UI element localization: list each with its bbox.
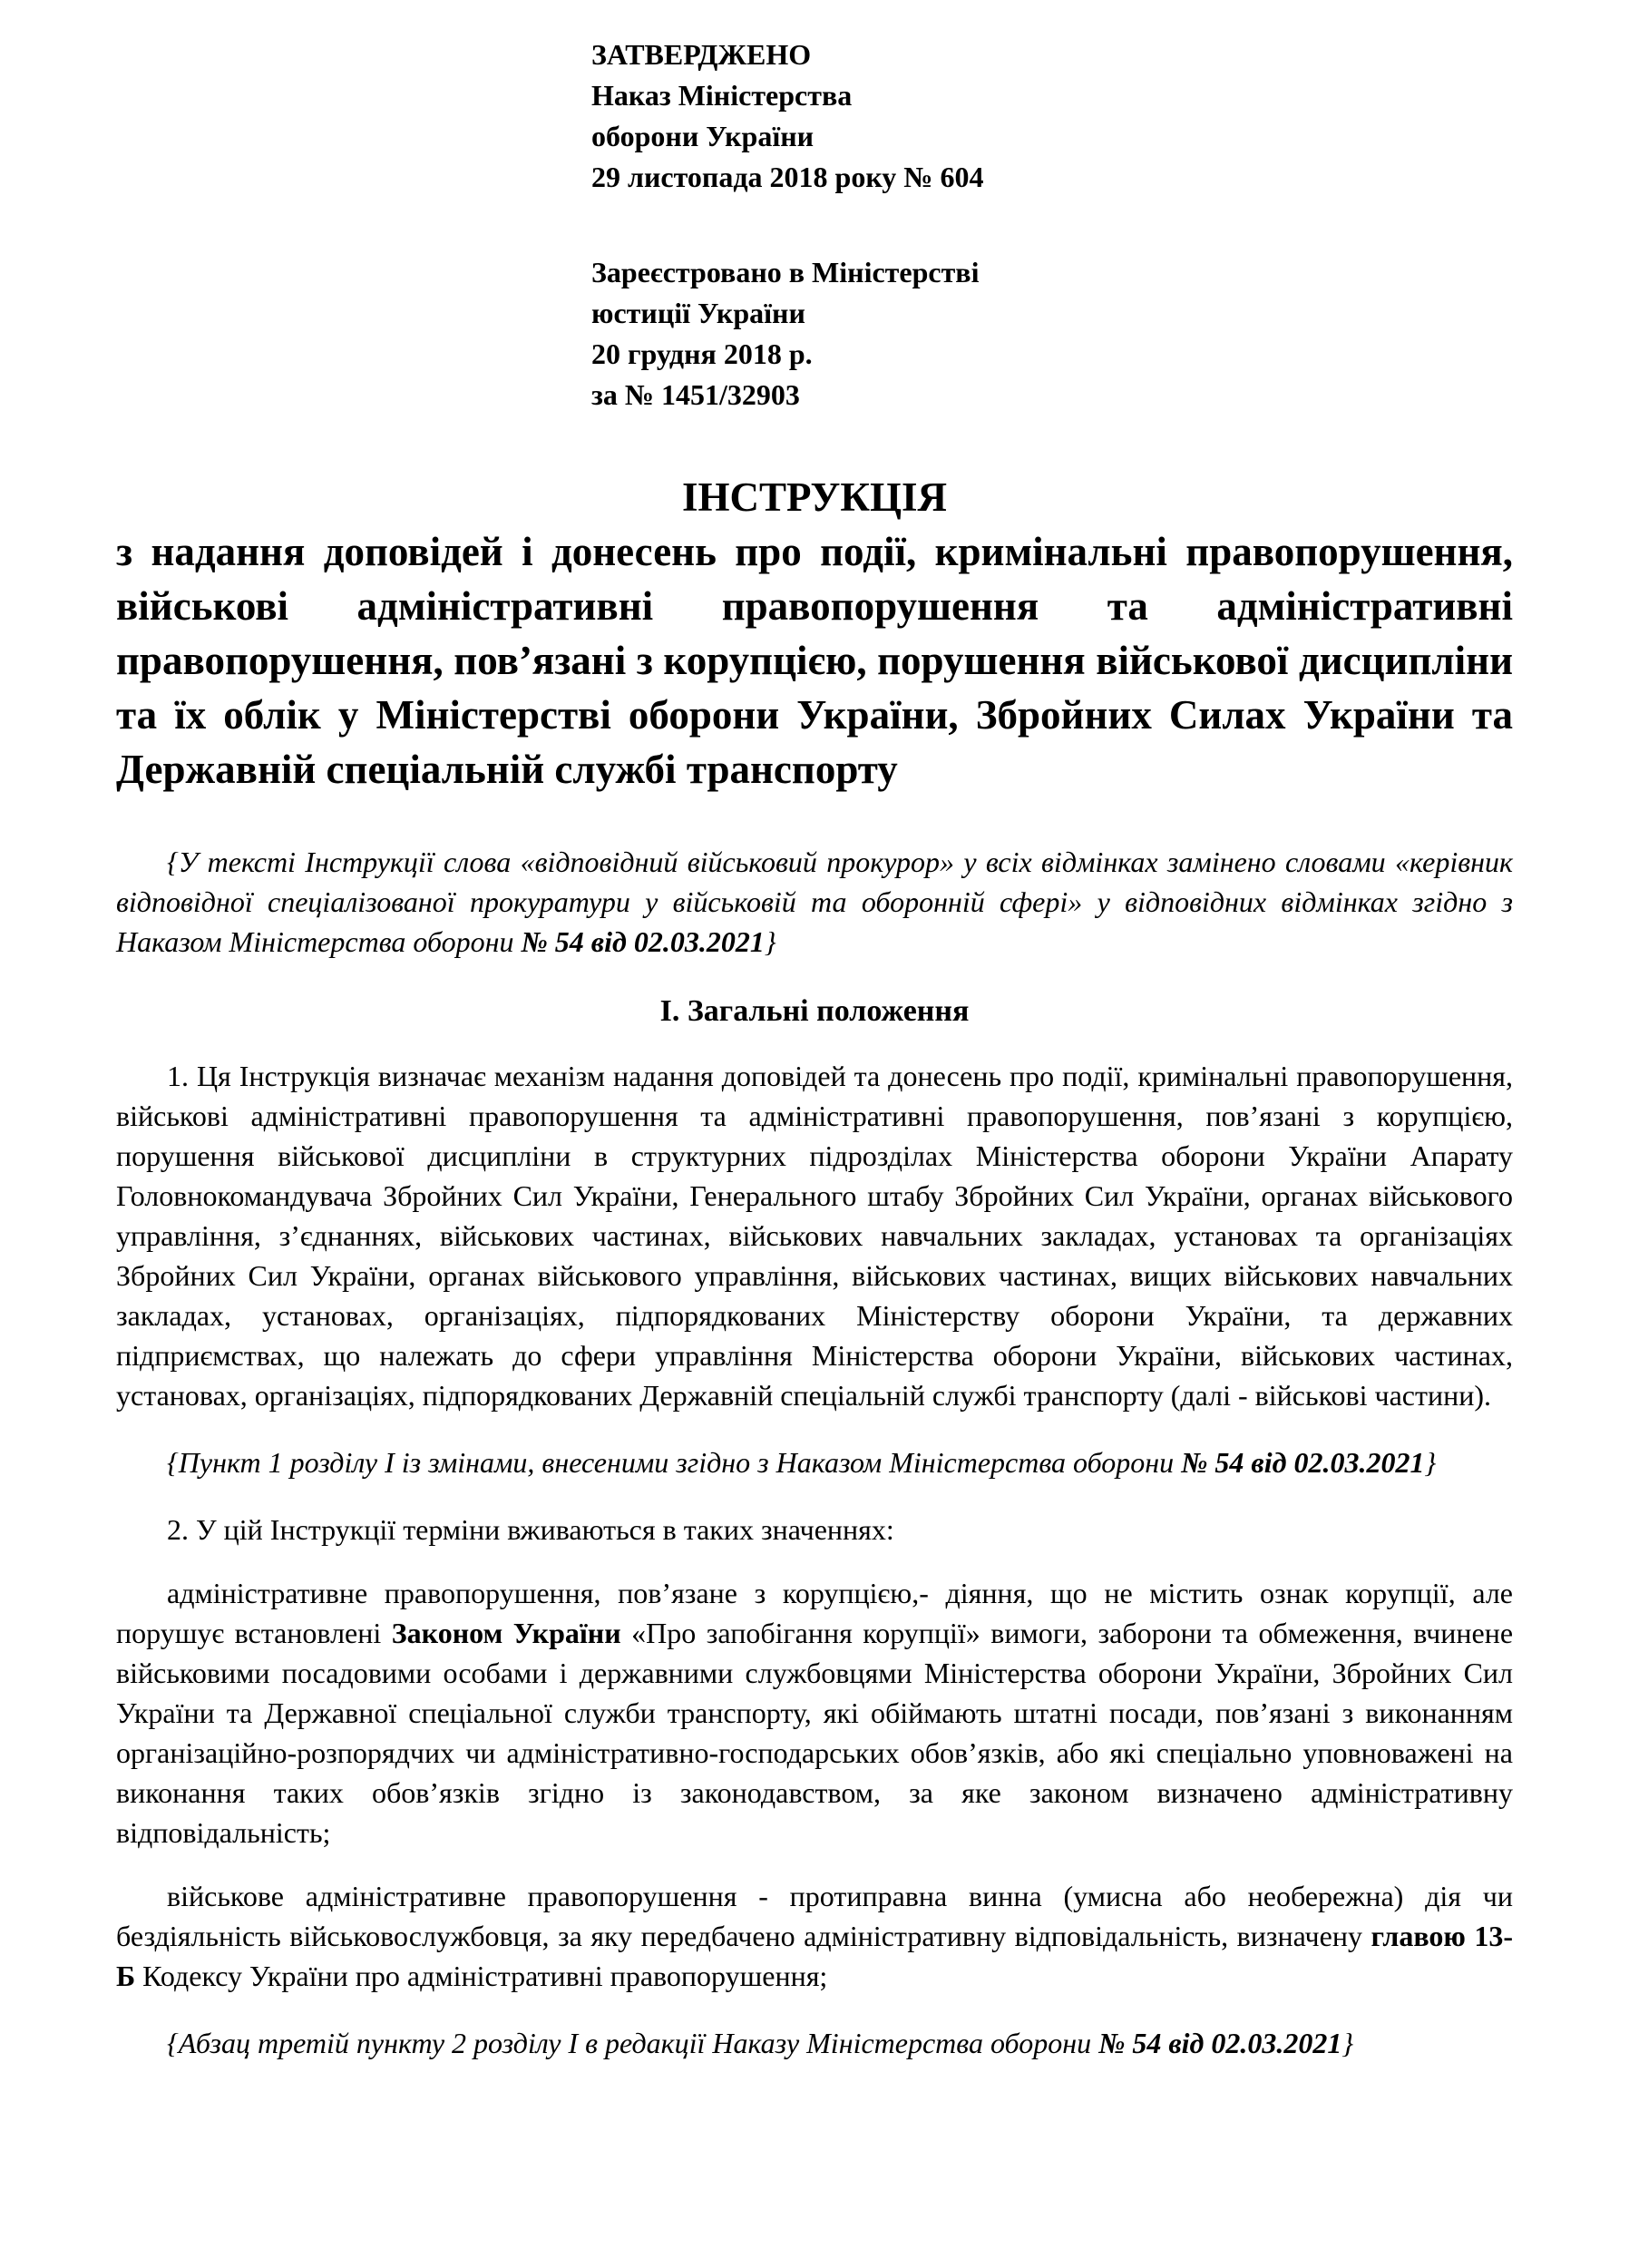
paragraph-text: Кодексу України про адміністративні правопорушення; bbox=[135, 1960, 828, 1992]
amendment-note-text: {Абзац третій пункту 2 розділу І в редакції Наказу Міністерства оборони bbox=[167, 2027, 1099, 2059]
amendment-note-closing: } bbox=[1424, 1446, 1437, 1479]
order-reference-link[interactable]: № 54 від 02.03.2021 bbox=[1098, 2027, 1342, 2059]
amendment-note-global bbox=[116, 842, 1513, 962]
amendment-note-text: {Пункт 1 розділу І із змінами, внесеними згідно з Наказом Міністерства оборони bbox=[167, 1446, 1182, 1479]
paragraph-text: «Про запобігання корупції» вимоги, заборони та обмеження, вчинене військовими посадовими особами і державними службовцями Міністерства оборони України, Збройних Сил України та Державної спеціальної служби транспорту, які обіймають штатні посади, пов’язані з виконанням організаційно-розпорядчих чи адміністративно-господарських обов’язків, або які спеціально уповноважені на виконання таких обов’язків згідно із законодавством, за яке законом визначено адміністративну відповідальність; bbox=[116, 1617, 1514, 1849]
amendment-note-point-2-abzac-3 bbox=[116, 2023, 1513, 2063]
approval-line-approved: ЗАТВЕРДЖЕНО bbox=[591, 38, 812, 71]
paragraph-term-military-offense bbox=[116, 1876, 1513, 1996]
paragraph-point-1: 1. Ця Інструкція визначає механізм надання доповідей та донесень про події, кримінальні правопорушення, військові адміністративні правопорушення та адміністративні правопорушення, пов’язані з корупцією, порушення військової дисципліни в структурних підрозділах Міністерства оборони України Апарату Головнокомандувача Збройних Сил України, Генерального штабу Збройних Сил України, органах військового управління, з’єднаннях, військових частинах, військових навчальних закладах, установах та організаціях Збройних Сил України, органах військового управління, військових частинах, вищих військових навчальних закладах, установах, організаціях, підпорядкованих Міністерству оборони України, та державних підприємствах, що належать до сфери управління Міністерства оборони України, військових частинах, установах, організаціях, підпорядкованих Державній спеціальній службі транспорту (далі - військові частини). bbox=[116, 1060, 1513, 1412]
amendment-note-closing: } bbox=[764, 925, 776, 958]
paragraph-text: адміністративне правопорушення, пов’язане з корупцією,- діяння, що не містить ознак корупції, але порушує встановлені bbox=[116, 1577, 1513, 1649]
paragraph-point-2-intro: 2. У цій Інструкції терміни вживаються в таких значеннях: bbox=[167, 1513, 894, 1546]
order-reference-link[interactable]: № 54 від 02.03.2021 bbox=[1181, 1446, 1425, 1479]
amendment-note-closing: } bbox=[1341, 2027, 1354, 2059]
law-link-chapter-13b[interactable]: главою 13-Б bbox=[116, 1920, 1514, 1992]
law-link-zakon-ukrainy[interactable]: Законом України bbox=[391, 1617, 621, 1649]
document-subtitle: з надання доповідей і донесень про події, кримінальні правопорушення, військові адміністративні правопорушення та адміністративні правопорушення, пов’язані з корупцією, порушення військової дисципліни та їх облік у Міністерстві оборони України, Збройних Силах України та Державній спеціальній службі транспорту bbox=[116, 529, 1513, 792]
registration-stamp bbox=[591, 252, 1513, 415]
registration-line-ministry: юстиції України bbox=[591, 297, 805, 329]
registration-line-registered: Зареєстровано в Міністерстві bbox=[591, 256, 980, 288]
amendment-note-text: {У тексті Інструкції слова «відповідний військовий прокурор» у всіх відмінках замінено словами «керівник відповідної спеціалізованої прокуратури у військовій та оборонній сфері» у відповідних відмінках згідно з Наказом Міністерства оборони bbox=[116, 846, 1513, 958]
document-title: ІНСТРУКЦІЯ bbox=[681, 474, 948, 520]
registration-line-date: 20 грудня 2018 р. bbox=[591, 337, 813, 370]
approval-line-ministry: оборони України bbox=[591, 120, 814, 152]
approval-line-order: Наказ Міністерства bbox=[591, 79, 853, 112]
amendment-note-point-1 bbox=[116, 1442, 1513, 1482]
section-heading-general: І. Загальні положення bbox=[659, 994, 970, 1028]
order-reference-link[interactable]: № 54 від 02.03.2021 bbox=[521, 925, 765, 958]
approval-stamp bbox=[591, 34, 1513, 198]
registration-line-number: за № 1451/32903 bbox=[591, 378, 800, 411]
paragraph-term-admin-offense bbox=[116, 1573, 1513, 1853]
approval-line-date-number: 29 листопада 2018 року № 604 bbox=[591, 161, 984, 193]
paragraph-text: військове адміністративне правопорушення - протиправна винна (умисна або необережна) дія чи бездіяльність військовослужбовця, за яку передбачено адміністративну відповідальність, визначену bbox=[116, 1880, 1513, 1952]
